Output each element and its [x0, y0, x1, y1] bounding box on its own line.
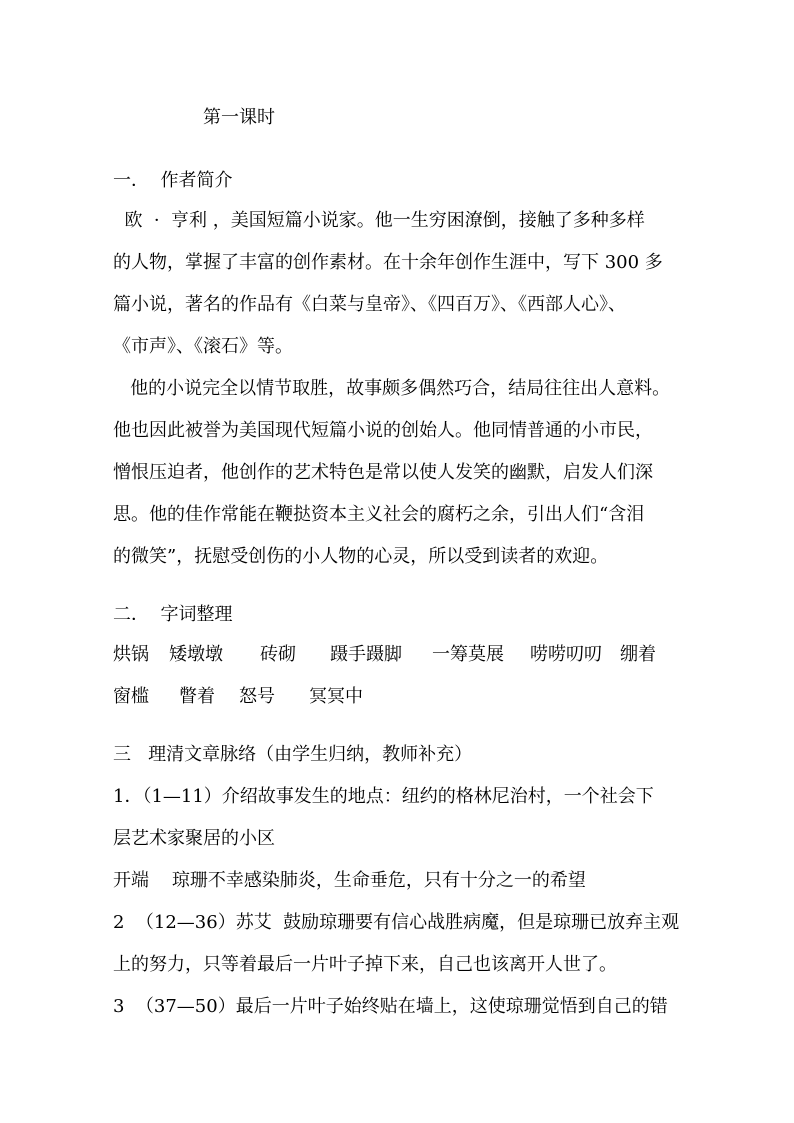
vocab-word: 一筹莫展: [432, 644, 504, 665]
author-para-line: 《市声》、《滚石》等。: [113, 336, 293, 357]
vocab-word: 矮墩墩: [169, 644, 223, 665]
outline-line: 3 （37—50）最后一片叶子始终贴在墙上，这使琼珊觉悟到自己的错: [113, 996, 668, 1017]
vocab-word: 烘锅: [113, 644, 149, 665]
section-heading-outline: 三 理清文章脉络（由学生归纳，教师补充）: [113, 744, 473, 765]
vocab-word: 怒号: [239, 686, 275, 707]
author-para2-line: 思。他的佳作常能在鞭挞资本主义社会的腐朽之余，引出人们“含泪: [113, 504, 645, 525]
section-heading-vocab: 二． 字词整理: [113, 604, 233, 625]
vocab-word: 瞥着: [179, 686, 215, 707]
section-heading-author: 一． 作者简介: [113, 170, 233, 191]
author-para-line: 篇小说，著名的作品有《白菜与皇帝》、《四百万》、《西部人心》、: [113, 294, 626, 315]
vocab-row-2: [113, 686, 363, 708]
vocab-row-1: [113, 644, 656, 666]
outline-line: 1．（1—11）介绍故事发生的地点：纽约的格林尼治村，一个社会下: [113, 786, 654, 807]
vocab-word: 绷着: [620, 644, 656, 665]
outline-line: 上的努力，只等着最后一片叶子掉下来，自己也该离开人世了。: [113, 954, 617, 975]
outline-line: 开端 琼珊不幸感染肺炎，生命垂危，只有十分之一的希望: [113, 870, 586, 891]
outline-line: 层艺术家聚居的小区: [113, 828, 275, 849]
vocab-word: 冥冥中: [309, 686, 363, 707]
author-para2-line: 他也因此被誉为美国现代短篇小说的创始人。他同情普通的小市民，: [113, 420, 653, 441]
vocab-word: 蹑手蹑脚: [330, 644, 402, 665]
vocab-word: 砖砌: [260, 644, 296, 665]
author-para-line: 欧 · 亨利 ，美国短篇小说家。他一生穷困潦倒，接触了多种多样: [113, 210, 645, 231]
lesson-title: 第一课时: [203, 107, 275, 128]
author-para-line: 的人物，掌握了丰富的创作素材。在十余年创作生涯中，写下 300 多: [113, 252, 663, 273]
author-para2-line: 他的小说完全以情节取胜，故事颇多偶然巧合，结局往往出人意料。: [113, 378, 671, 399]
outline-line: 2 （12—36）苏艾 鼓励琼珊要有信心战胜病魔，但是琼珊已放弃主观: [113, 912, 680, 933]
author-para2-line: 憎恨压迫者，他创作的艺术特色是常以使人发笑的幽默，启发人们深: [113, 462, 653, 483]
vocab-word: 窗槛: [113, 686, 149, 707]
vocab-word: 唠唠叨叨: [530, 644, 602, 665]
author-para2-line: 的微笑”，抚慰受创伤的小人物的心灵，所以受到读者的欢迎。: [113, 546, 609, 567]
